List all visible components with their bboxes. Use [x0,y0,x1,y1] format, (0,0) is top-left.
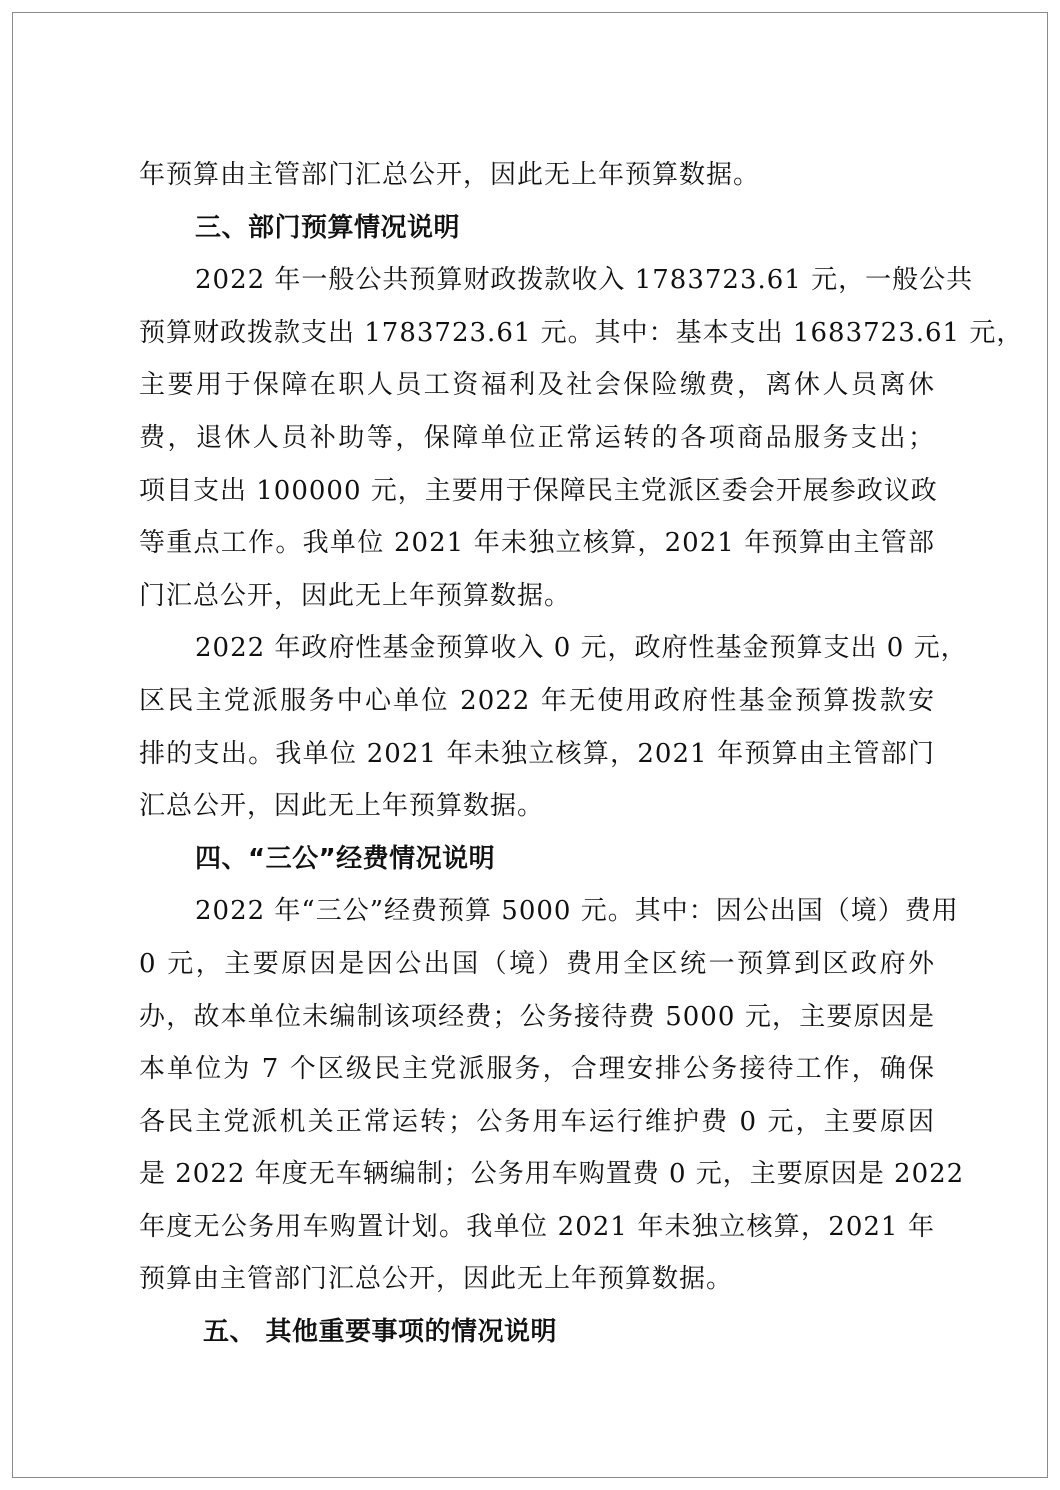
paragraph-line: 是 2022 年度无车辆编制；公务用车购置费 0 元，主要原因是 2022 [139,1159,965,1190]
paragraph-line: 本单位为 7 个区级民主党派服务，合理安排公务接待工作，确保 [139,1054,935,1085]
paragraph-fund-budget [139,622,968,832]
paragraph-line: 2022 年政府性基金预算收入 0 元，政府性基金预算支出 0 元， [195,633,968,664]
paragraph-line: 等重点工作。我单位 2021 年未独立核算，2021 年预算由主管部 [139,528,935,559]
paragraph-line: 项目支出 100000 元，主要用于保障民主党派区委会开展参政议政 [139,475,938,506]
paragraph-three-public-expenses [139,885,965,1306]
paragraph-line: 主要用于保障在职人员工资福利及社会保险缴费，离休人员离休 [139,370,935,401]
paragraph-line: 办，故本单位未编制该项经费；公务接待费 5000 元，主要原因是 [139,1001,935,1032]
paragraph-line: 汇总公开，因此无上年预算数据。 [139,791,545,822]
section-heading-4: 四、“三公”经费情况说明 [195,843,496,874]
paragraph-line: 0 元，主要原因是因公出国（境）费用全区统一预算到区政府外 [139,948,935,979]
paragraph-line: 2022 年“三公”经费预算 5000 元。其中：因公出国（境）费用 [195,896,959,927]
paragraph-line: 费，退休人员补助等，保障单位正常运转的各项商品服务支出； [139,422,935,453]
paragraph-line: 门汇总公开，因此无上年预算数据。 [139,580,572,611]
document-page [12,12,1048,1478]
paragraph-line: 区民主党派服务中心单位 2022 年无使用政府性基金预算拨款安 [139,685,935,716]
section-heading-5: 五、 其他重要事项的情况说明 [203,1317,558,1348]
paragraph-line: 年预算由主管部门汇总公开，因此无上年预算数据。 [139,160,761,190]
paragraph-line: 预算财政拨款支出 1783723.61 元。其中：基本支出 1683723.61 元， [139,317,1024,348]
section-heading-3: 三、部门预算情况说明 [195,212,461,243]
paragraph-line: 预算由主管部门汇总公开，因此无上年预算数据。 [139,1264,734,1295]
paragraph-line: 2022 年一般公共预算财政拨款收入 1783723.61 元，一般公共 [195,265,974,296]
paragraph-line: 排的支出。我单位 2021 年未独立核算，2021 年预算由主管部门 [139,738,935,769]
paragraph-line: 各民主党派机关正常运转；公务用车运行维护费 0 元，主要原因 [139,1106,935,1137]
paragraph-general-budget [139,254,1024,622]
document-body [139,149,1024,1359]
paragraph-line: 年度无公务用车购置计划。我单位 2021 年未独立核算，2021 年 [139,1211,935,1242]
